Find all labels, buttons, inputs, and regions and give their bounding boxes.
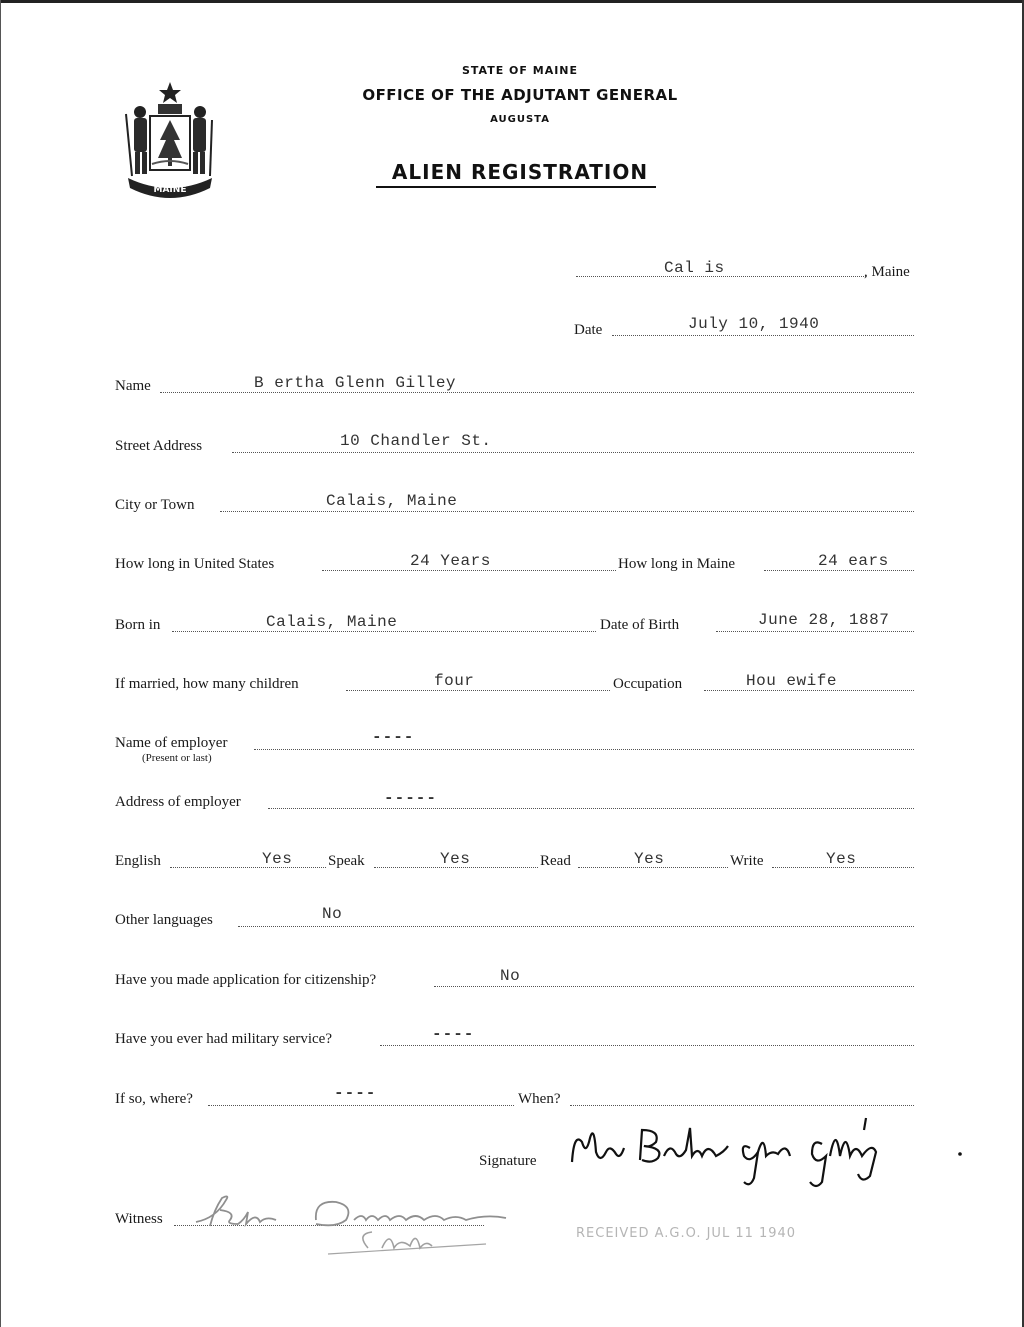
citizenship-label: Have you made application for citizenship?	[115, 972, 377, 988]
occupation-label: Occupation	[613, 676, 683, 692]
other-languages-line	[238, 926, 914, 927]
witness-label: Witness	[115, 1211, 163, 1227]
header-city: AUGUSTA	[490, 114, 550, 125]
witness-title: Clerk	[196, 1262, 199, 1263]
received-stamp: RECEIVED A.G.O. JUL 11 1940	[576, 1226, 797, 1241]
if-so-where-value: ----	[334, 1084, 377, 1102]
street-address-line	[232, 452, 914, 453]
born-in-label: Born in	[115, 617, 161, 633]
seal-banner-text: MAINE	[153, 185, 187, 195]
military-line	[380, 1045, 914, 1046]
english-line	[170, 867, 326, 868]
when-line	[570, 1105, 914, 1106]
date-of-birth-line	[716, 631, 914, 632]
how-long-us-line	[322, 570, 616, 571]
witness-name: Rita Donovan	[186, 1262, 193, 1263]
location-value: Cal is	[664, 259, 725, 277]
read-value: Yes	[634, 850, 665, 868]
born-in-value: Calais, Maine	[266, 613, 398, 631]
employer-address-value: -----	[384, 789, 438, 807]
write-value: Yes	[826, 850, 857, 868]
name-value: B ertha Glenn Gilley	[254, 374, 457, 392]
form-title: ALIEN REGISTRATION	[391, 160, 649, 184]
signature-mark	[560, 1112, 970, 1192]
when-label: When?	[518, 1091, 561, 1107]
name-label: Name	[115, 378, 151, 394]
born-in-line	[172, 631, 596, 632]
employer-address-label: Address of employer	[115, 794, 241, 810]
form-title-underline	[376, 186, 656, 188]
speak-value: Yes	[440, 850, 471, 868]
military-value: ----	[432, 1025, 475, 1043]
witness-signature-mark	[186, 1190, 526, 1264]
occupation-value: Hou ewife	[746, 672, 837, 690]
if-so-where-label: If so, where?	[115, 1091, 193, 1107]
header-office: OFFICE OF THE ADJUTANT GENERAL	[362, 86, 678, 104]
name-line	[160, 392, 914, 393]
read-label: Read	[540, 853, 571, 869]
citizenship-value: No	[500, 967, 521, 985]
children-label: If married, how many children	[115, 676, 299, 692]
city-label: City or Town	[115, 497, 195, 513]
how-long-maine-value: 24 ears	[818, 552, 889, 570]
employer-name-line	[254, 749, 914, 750]
scan-edge-left	[0, 0, 1, 1327]
other-languages-label: Other languages	[115, 912, 213, 928]
how-long-maine-line	[764, 570, 914, 571]
employer-address-line	[268, 808, 914, 809]
date-of-birth-value: June 28, 1887	[758, 611, 890, 629]
city-line	[220, 511, 914, 512]
occupation-line	[704, 690, 914, 691]
date-value: July 10, 1940	[688, 315, 820, 333]
english-value: Yes	[262, 850, 293, 868]
signature-label: Signature	[479, 1153, 537, 1169]
street-address-value: 10 Chandler St.	[340, 432, 492, 450]
scan-edge-top	[0, 0, 1024, 3]
how-long-maine-label: How long in Maine	[618, 556, 736, 572]
children-value: four	[434, 672, 475, 690]
english-label: English	[115, 853, 161, 869]
location-suffix: , Maine	[864, 264, 910, 280]
other-languages-value: No	[322, 905, 343, 923]
how-long-us-value: 24 Years	[410, 552, 491, 570]
header-state: STATE OF MAINE	[461, 64, 579, 77]
signature-name: Mrs Bertha Glen Gilley	[560, 1191, 572, 1192]
employer-name-value: ----	[372, 728, 415, 746]
write-label: Write	[730, 853, 764, 869]
citizenship-line	[434, 986, 914, 987]
street-address-label: Street Address	[115, 438, 203, 454]
date-label: Date	[574, 322, 603, 338]
employer-name-sublabel: (Present or last)	[142, 752, 212, 764]
children-line	[346, 690, 610, 691]
if-so-where-line	[208, 1105, 514, 1106]
military-label: Have you ever had military service?	[115, 1031, 332, 1047]
employer-name-label: Name of employer	[115, 735, 228, 751]
city-value: Calais, Maine	[326, 492, 458, 510]
date-line	[612, 335, 914, 336]
how-long-us-label: How long in United States	[115, 556, 275, 572]
date-of-birth-label: Date of Birth	[600, 617, 680, 633]
maine-state-seal-icon	[114, 78, 226, 200]
speak-label: Speak	[328, 853, 365, 869]
